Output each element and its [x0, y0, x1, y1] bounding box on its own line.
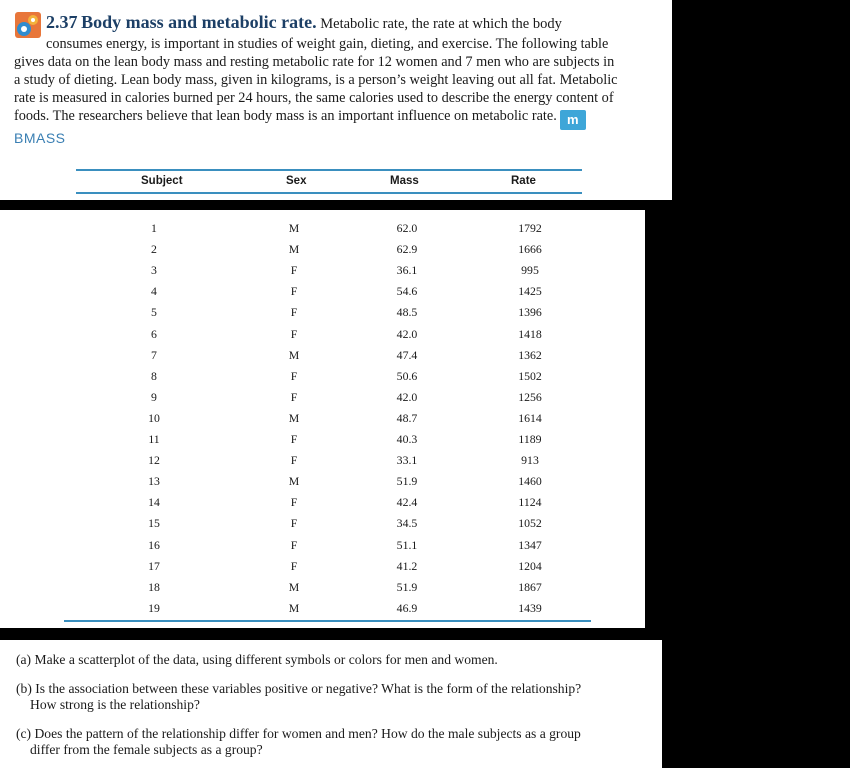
cell-subject: 19: [148, 600, 160, 615]
cell-rate: 1052: [518, 516, 542, 531]
problem-text-line-0: Metabolic rate, the rate at which the body: [320, 16, 562, 32]
cell-sex: M: [288, 474, 300, 489]
cell-mass: 47.4: [396, 347, 418, 362]
cell-rate: 1867: [518, 579, 542, 594]
cell-mass: 33.1: [396, 453, 418, 468]
cell-subject: 1: [151, 221, 157, 235]
cell-rate: 1425: [518, 284, 542, 299]
cell-sex: F: [290, 516, 298, 531]
cell-rate: 1666: [518, 242, 542, 257]
table-bottom-rule: [64, 620, 591, 622]
cell-sex: F: [290, 305, 298, 320]
question-c: (c) Does the pattern of the relationship differ for women and men? How do the male subjects as a group: [16, 726, 581, 741]
cell-rate: 1396: [518, 305, 542, 320]
cell-mass: 42.0: [396, 326, 418, 341]
cell-sex: M: [288, 579, 300, 594]
cell-mass: 62.0: [396, 221, 418, 235]
cell-mass: 40.3: [396, 432, 418, 446]
cell-sex: F: [290, 263, 298, 278]
cell-rate: 913: [521, 453, 539, 468]
cell-mass: 48.7: [396, 410, 418, 425]
header-mass: Mass: [390, 175, 419, 187]
table-header-rule: [76, 192, 582, 194]
cell-rate: 1418: [518, 326, 542, 341]
cell-subject: 4: [151, 284, 157, 299]
question-b-cont: How strong is the relationship?: [30, 697, 200, 712]
problem-text-line-2: gives data on the lean body mass and resting metabolic rate for 12 women and 7 men who are subjects in: [14, 54, 615, 70]
cell-subject: 10: [148, 410, 160, 425]
cell-subject: 8: [151, 368, 157, 383]
problem-text-line-5-wrap: [14, 107, 586, 130]
cell-mass: 48.5: [396, 305, 418, 320]
header-sex: Sex: [286, 175, 307, 187]
cell-rate: 1460: [518, 474, 542, 489]
cell-sex: M: [288, 600, 300, 615]
problem-text-line-3: a study of dieting. Lean body mass, given in kilograms, is a person’s weight leaving out all fat. Metabolic: [14, 72, 618, 88]
cell-mass: 36.1: [396, 263, 418, 278]
cell-sex: F: [290, 284, 298, 299]
question-b: (b) Is the association between these variables positive or negative? What is the form of the relationship?: [16, 681, 582, 696]
cell-sex: M: [288, 410, 300, 425]
cell-rate: 1502: [518, 368, 542, 383]
cell-subject: 17: [148, 558, 160, 573]
cell-mass: 51.9: [396, 474, 418, 489]
cell-subject: 12: [148, 453, 160, 468]
cell-mass: 34.5: [396, 516, 418, 531]
cell-mass: 62.9: [396, 242, 418, 257]
problem-title-line: [46, 12, 562, 34]
problem-number: 2.37: [46, 12, 78, 32]
cell-rate: 1124: [518, 495, 542, 510]
cell-rate: 1204: [518, 558, 542, 573]
cell-mass: 42.4: [396, 495, 418, 510]
cell-sex: F: [290, 368, 298, 383]
cell-sex: M: [288, 347, 300, 362]
cell-mass: 41.2: [396, 558, 418, 573]
cell-sex: F: [290, 432, 298, 446]
cell-mass: 54.6: [396, 284, 418, 299]
cell-mass: 51.1: [396, 537, 418, 552]
m-badge-icon[interactable]: m: [560, 110, 586, 130]
cell-subject: 5: [151, 305, 157, 320]
cell-sex: F: [290, 453, 298, 468]
cell-mass: 42.0: [396, 389, 418, 404]
cell-rate: 1189: [518, 432, 542, 446]
cell-rate: 1614: [518, 410, 542, 425]
cell-subject: 7: [151, 347, 157, 362]
cell-rate: 1792: [518, 221, 542, 235]
question-a: (a) Make a scatterplot of the data, using different symbols or colors for men and women.: [16, 652, 498, 667]
questions-panel: [0, 640, 662, 768]
problem-text-line-4: rate is measured in calories burned per 24 hours, the same calories used to describe the energy content of: [14, 90, 614, 106]
cell-mass: 51.9: [396, 579, 418, 594]
cell-sex: M: [288, 242, 300, 257]
problem-text-line-1: consumes energy, is important in studies of weight gain, dieting, and exercise. The following table: [46, 36, 609, 52]
cell-subject: 11: [148, 432, 160, 446]
problem-title: Body mass and metabolic rate.: [81, 12, 317, 32]
cell-sex: F: [290, 537, 298, 552]
cell-subject: 13: [148, 474, 160, 489]
header-subject: Subject: [141, 175, 183, 187]
cell-subject: 3: [151, 263, 157, 278]
cell-rate: 1362: [518, 347, 542, 362]
cell-rate: 1439: [518, 600, 542, 615]
data-table-body: [0, 210, 645, 628]
cell-sex: F: [290, 558, 298, 573]
cell-rate: 995: [521, 263, 539, 278]
gear-badge-icon: [14, 11, 42, 39]
cell-mass: 50.6: [396, 368, 418, 383]
cell-subject: 6: [151, 326, 157, 341]
cell-subject: 16: [148, 537, 160, 552]
cell-subject: 2: [151, 242, 157, 257]
problem-text-line-5: foods. The researchers believe that lean body mass is an important influence on metabolic rate.: [14, 108, 557, 124]
table-top-rule: [76, 169, 582, 171]
question-c-cont: differ from the female subjects as a group?: [30, 742, 263, 757]
dataset-name[interactable]: BMASS: [14, 130, 66, 146]
cell-subject: 9: [151, 389, 157, 404]
cell-subject: 18: [148, 579, 160, 594]
cell-sex: F: [290, 389, 298, 404]
cell-sex: M: [288, 221, 300, 235]
cell-subject: 14: [148, 495, 160, 510]
header-rate: Rate: [511, 175, 536, 187]
cell-subject: 15: [148, 516, 160, 531]
cell-sex: F: [290, 326, 298, 341]
cell-rate: 1347: [518, 537, 542, 552]
cell-mass: 46.9: [396, 600, 418, 615]
cell-rate: 1256: [518, 389, 542, 404]
cell-sex: F: [290, 495, 298, 510]
problem-panel: [0, 0, 672, 200]
